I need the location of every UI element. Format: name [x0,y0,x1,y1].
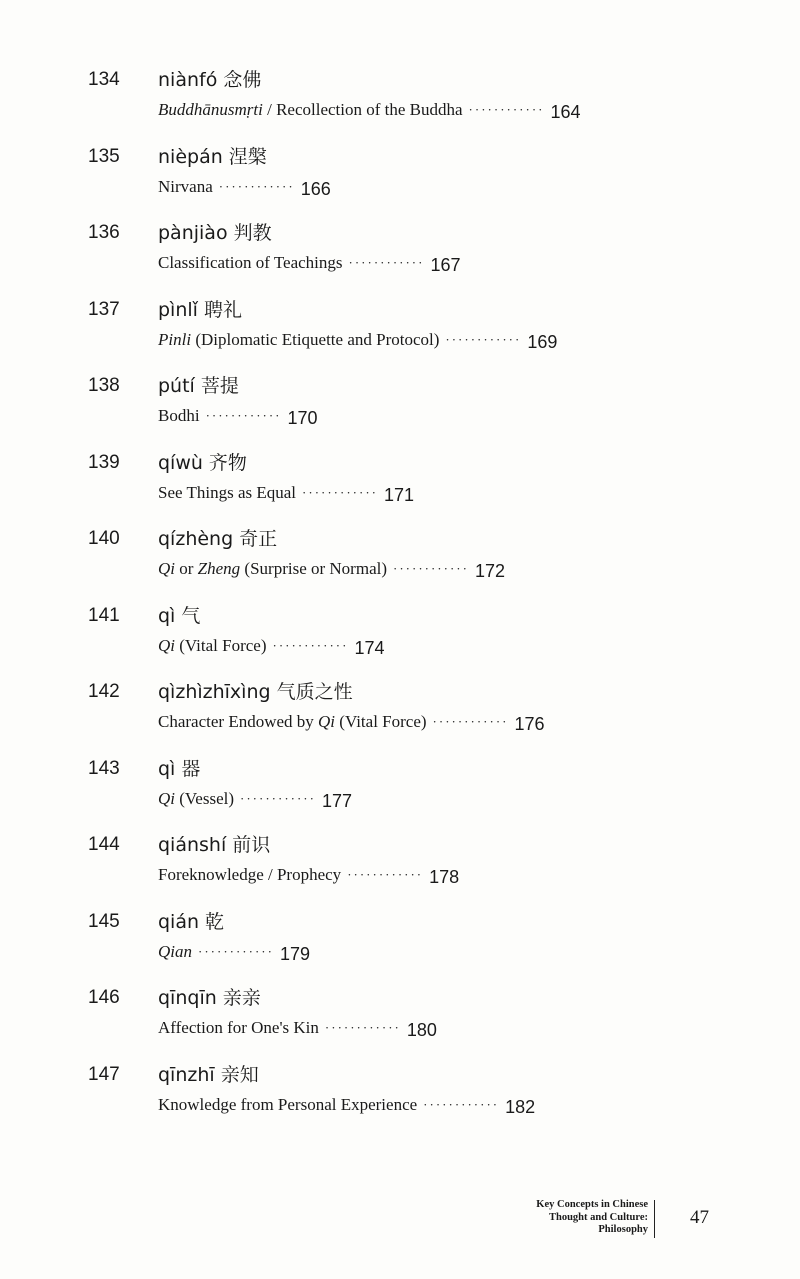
entry-number: 144 [88,834,120,855]
entry-translation [158,940,310,963]
entry-page-number[interactable]: 164 [550,102,581,122]
entry-pinyin: qíwù [158,451,203,474]
entry-heading [158,833,270,857]
entry-page-number[interactable]: 176 [514,714,545,734]
entry-translation-text: Classification of Teachings [158,253,343,272]
entry-heading [158,757,200,781]
toc-entry [0,145,800,221]
toc-entry [0,910,800,986]
entry-translation-text: Bodhi [158,406,200,425]
toc-entry [0,374,800,450]
entry-pinyin: qízhèng [158,528,234,550]
entry-heading [158,910,224,934]
entry-page-number[interactable]: 178 [429,867,460,887]
leader-dots: ············ [198,943,274,959]
entry-number: 134 [88,69,120,90]
footer-title-line: Key Concepts in Chinese [536,1199,648,1210]
entry-translation [158,404,318,427]
entry-pinyin: qì [158,757,176,780]
entry-page-number[interactable]: 177 [321,790,353,811]
entry-page-number[interactable]: 171 [383,484,415,505]
leader-dots: ············ [205,408,282,423]
entry-heading [158,1063,259,1087]
entry-pinyin: qīnzhī [158,1063,215,1086]
entry-page-number[interactable]: 166 [300,178,331,199]
entry-translation [158,710,545,733]
entry-number: 140 [88,528,120,549]
entry-hanzi: 乾 [205,910,225,933]
leader-dots: ············ [393,561,469,576]
toc-entry [0,527,800,603]
entry-pinyin: pútí [158,375,195,397]
entry-number: 147 [88,1063,120,1085]
toc-entry [0,68,800,144]
entry-heading [158,451,247,475]
entry-number: 136 [88,222,120,243]
toc-entry [0,757,800,833]
entry-translation [158,1016,437,1039]
leader-dots: ············ [302,484,378,500]
entry-number: 145 [88,910,120,932]
entry-translation [158,328,557,351]
entry-translation-text: (Vessel) [175,788,235,808]
leader-dots: ············ [240,790,316,806]
entry-pinyin: pìnlǐ [158,298,198,321]
entry-hanzi: 气 [181,604,201,627]
entry-page-number[interactable]: 182 [505,1096,536,1117]
entry-pinyin: pànjiào [158,222,228,244]
entry-page-number[interactable]: 169 [527,331,558,352]
entry-italic-term: Buddhānusmṛti [158,100,263,119]
entry-heading [158,298,242,322]
entry-pinyin: niànfó [158,69,218,91]
entry-translation-text: / Recollection of the Buddha [262,100,463,119]
entry-translation [158,557,505,580]
entry-hanzi: 菩提 [200,375,239,397]
entry-italic-term: Qi [158,559,175,578]
leader-dots: ············ [324,1020,401,1035]
entry-translation [158,251,461,274]
entry-italic-term-2: Qi [318,712,336,731]
entry-heading [158,145,267,169]
entry-hanzi: 前识 [232,834,271,856]
toc-entry [0,833,800,909]
entry-number: 141 [88,604,120,626]
entry-translation-text: Character Endowed by [158,712,319,731]
entry-number: 135 [88,145,120,167]
entry-pinyin: qìzhìzhīxìng [158,681,271,703]
entry-translation [158,1093,535,1116]
entry-pinyin: qián [158,910,200,933]
entry-page-number[interactable]: 174 [354,637,385,658]
page-number: 47 [690,1207,709,1228]
leader-dots: ············ [423,1096,500,1112]
entry-hanzi: 判教 [233,222,272,244]
toc-entry [0,298,800,374]
entry-number: 143 [88,757,120,779]
entry-heading [158,221,272,245]
toc-entry [0,680,800,756]
entry-number: 137 [88,298,120,320]
footer-title-line: Philosophy [598,1224,648,1235]
entry-page-number[interactable]: 179 [279,943,310,964]
leader-dots: ············ [272,637,349,653]
entry-heading [158,604,200,628]
entry-hanzi: 亲亲 [222,987,261,1009]
leader-dots: ············ [347,867,424,882]
entry-hanzi: 气质之性 [276,681,353,703]
entry-italic-term: Pinli [158,329,192,349]
entry-translation-post: (Vital Force) [335,712,427,731]
entry-translation-text: Foreknowledge / Prophecy [158,865,342,884]
leader-dots: ············ [432,714,509,729]
entry-number: 146 [88,987,120,1008]
entry-translation-text: Nirvana [158,176,213,196]
toc-entry [0,604,800,680]
entry-italic-term-2: Zheng [197,559,241,578]
entry-translation-text: Knowledge from Personal Experience [158,1094,418,1114]
entry-hanzi: 涅槃 [228,145,267,168]
footer-divider [654,1200,655,1238]
entry-translation-text: Affection for One's Kin [158,1018,319,1037]
entry-hanzi: 亲知 [220,1063,259,1086]
entry-translation [158,863,459,886]
entry-translation [158,98,581,121]
entry-pinyin: qīnqīn [158,987,217,1009]
entry-heading [158,527,277,551]
entry-translation [158,481,414,504]
footer-title-line: Thought and Culture: [548,1211,648,1223]
entry-translation-text: (Diplomatic Etiquette and Protocol) [191,329,440,349]
toc-entry [0,1063,800,1139]
entry-hanzi: 念佛 [223,69,262,91]
leader-dots: ············ [218,178,295,194]
entry-italic-term: Qi [158,788,175,808]
leader-dots: ············ [445,331,522,347]
entry-heading [158,986,261,1010]
entry-translation-text: See Things as Equal [158,482,297,502]
entry-page-number[interactable]: 167 [430,255,461,275]
entry-translation-text: or [175,559,198,578]
entry-translation-post: (Surprise or Normal) [240,559,387,578]
entry-page-number[interactable]: 172 [474,561,505,581]
leader-dots: ············ [348,255,425,270]
entry-translation [158,787,352,810]
entry-pinyin: nièpán [158,145,223,168]
running-footer-book-title [448,1199,648,1237]
entry-number: 139 [88,451,120,473]
entry-translation-text: (Vital Force) [175,635,267,655]
entry-heading [158,68,261,92]
toc-entry [0,451,800,527]
entry-pinyin: qiánshí [158,834,227,856]
entry-italic-term: Qian [158,941,192,961]
entry-translation [158,175,331,198]
toc-entry [0,221,800,297]
toc-entry [0,986,800,1062]
entry-page-number[interactable]: 180 [406,1020,437,1040]
entry-page-number[interactable]: 170 [287,408,318,428]
entry-number: 142 [88,681,120,702]
entry-italic-term: Qi [158,635,175,655]
entry-pinyin: qì [158,604,176,627]
entry-hanzi: 器 [181,757,201,780]
entry-heading [158,680,353,704]
leader-dots: ············ [468,102,545,117]
entry-hanzi: 齐物 [208,451,247,474]
entry-number: 138 [88,375,120,396]
entry-hanzi: 聘礼 [203,298,242,321]
entry-hanzi: 奇正 [239,528,278,550]
entry-heading [158,374,239,398]
entry-translation [158,634,385,657]
